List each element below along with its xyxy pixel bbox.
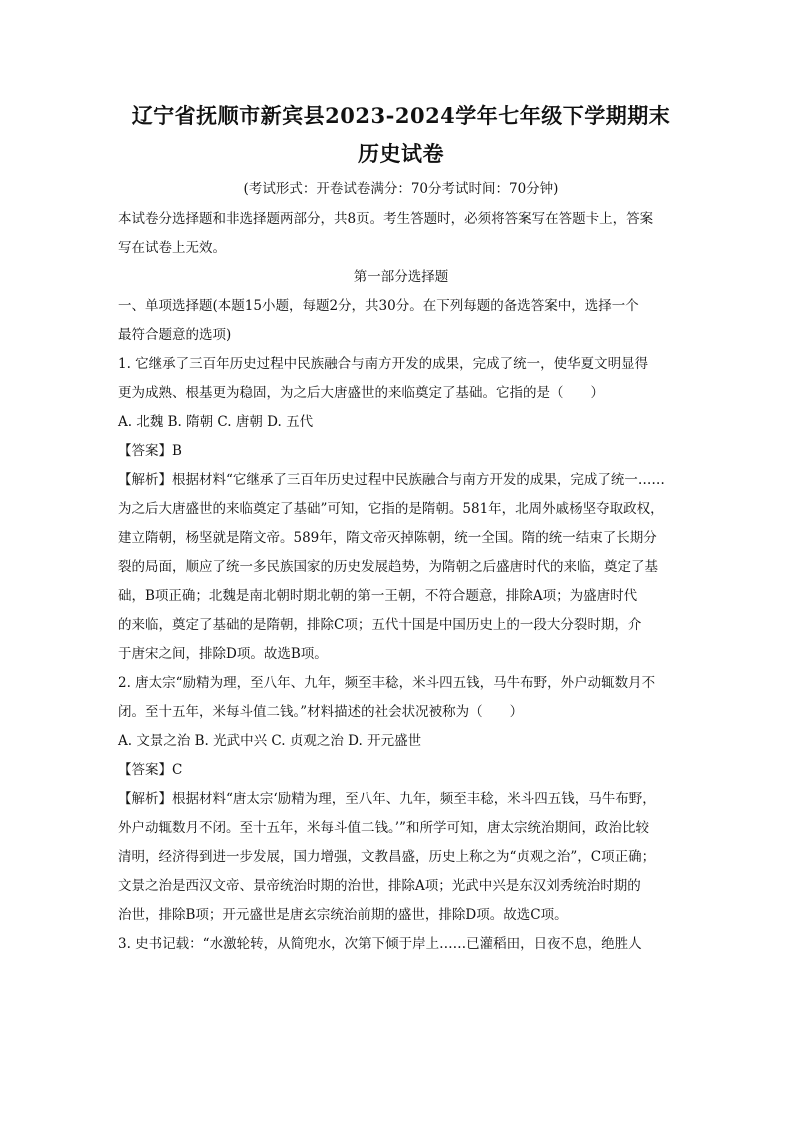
question-options: A. 北魏 B. 隋朝 C. 唐朝 D. 五代 xyxy=(118,414,314,430)
analysis-line: 治世，排除B项；开元盛世是唐玄宗统治前期的盛世，排除D项。故选C项。 xyxy=(118,907,568,923)
question-stem: 闭。至十五年，米每斗值二钱。”材料描述的社会状况被称为（ ） xyxy=(118,704,524,720)
analysis-line: 【解析】根据材料“它继承了三百年历史过程中民族融合与南方开发的成果，完成了统一…… xyxy=(118,472,665,488)
section-instruction: 最符合题意的选项) xyxy=(118,327,232,343)
question-answer: 【答案】C xyxy=(118,762,183,778)
question-stem: 1. 它继承了三百年历史过程中民族融合与南方开发的成果，完成了统一，使华夏文明显得 xyxy=(118,356,649,372)
analysis-line: 外户动辄数月不闭。至十五年，米每斗值二钱。’”和所学可知，唐太宗统治期间，政治比较 xyxy=(118,820,649,836)
exam-info: (考试形式：开卷试卷满分：70分考试时间：70分钟) xyxy=(243,181,559,197)
analysis-line: 建立隋朝，杨坚就是隋文帝。589年，隋文帝灭掉陈朝，统一全国。隋的统一结束了长期分 xyxy=(118,530,657,546)
question-3 xyxy=(118,930,684,959)
analysis-line: 的来临，奠定了基础的是隋朝，排除C项；五代十国是中国历史上的一段大分裂时期，介 xyxy=(118,617,642,633)
exam-title-line1: 辽宁省抚顺市新宾县2023-2024学年七年级下学期期末 xyxy=(131,103,671,128)
exam-title-line2: 历史试卷 xyxy=(358,141,444,166)
question-options: A. 文景之治 B. 光武中兴 C. 贞观之治 D. 开元盛世 xyxy=(118,733,422,749)
analysis-line: 础，B项正确；北魏是南北朝时期北朝的第一王朝，不符合题意，排除A项；为盛唐时代 xyxy=(118,588,638,604)
analysis-line: 【解析】根据材料“唐太宗‘励精为理，至八年、九年，频至丰稔，米斗四五钱，马牛布野， xyxy=(118,791,656,807)
intro-line: 本试卷分选择题和非选择题两部分，共8页。考生答题时，必须将答案写在答题卡上，答案 xyxy=(118,211,654,227)
section-instruction: 一、单项选择题(本题15小题，每题2分，共30分。在下列每题的备选答案中，选择一个 xyxy=(118,298,639,314)
analysis-line: 裂的局面，顺应了统一多民族国家的历史发展趋势，为隋朝之后盛唐时代的来临，奠定了基 xyxy=(118,559,658,575)
question-stem: 3. 史书记载：“水激轮转，从简兜水，次第下倾于岸上……已灌稻田，日夜不息，绝胜人 xyxy=(118,936,642,952)
intro-block xyxy=(118,205,684,263)
intro-line: 写在试卷上无效。 xyxy=(118,240,226,256)
question-answer: 【答案】B xyxy=(118,443,182,459)
analysis-line: 清明，经济得到进一步发展，国力增强，文教昌盛，历史上称之为“贞观之治”，C项正确； xyxy=(118,849,656,865)
part-title: 第一部分选择题 xyxy=(353,269,449,285)
analysis-line: 为之后大唐盛世的来临奠定了基础”可知，它指的是隋朝。581年，北周外戚杨坚夺取政权， xyxy=(118,501,664,517)
analysis-line: 文景之治是西汉文帝、景帝统治时期的治世，排除A项；光武中兴是东汉刘秀统治时期的 xyxy=(118,878,641,894)
question-stem: 2. 唐太宗“励精为理，至八年、九年，频至丰稔，米斗四五钱，马牛布野，外户动辄数月不 xyxy=(118,675,656,691)
question-1 xyxy=(118,350,684,669)
question-2 xyxy=(118,669,684,930)
question-stem: 更为成熟、根基更为稳固，为之后大唐盛世的来临奠定了基础。它指的是（ ） xyxy=(118,385,604,401)
analysis-line: 于唐宋之间，排除D项。故选B项。 xyxy=(118,646,328,662)
